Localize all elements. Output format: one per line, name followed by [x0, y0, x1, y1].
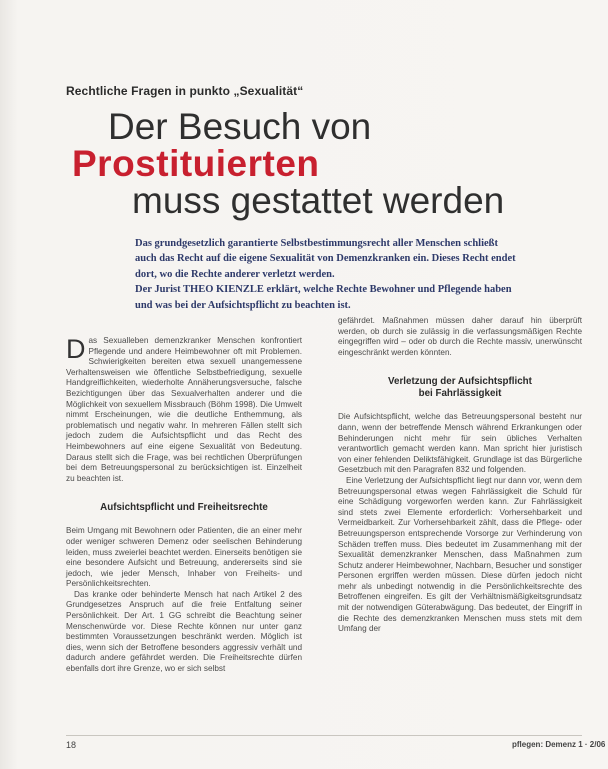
subhead-verletzung-line-2: bei Fahrlässigkeit — [418, 388, 502, 400]
right-paragraph-2: Die Aufsichtspflicht, welche das Betreuungspersonal besteht nur dann, wenn der betreffende Mensch während Erkrankungen oder Behinderungen nicht mehr für sein übliches Verhalten verantwortlich gemacht werden kann. Man spricht hier juristisch von einer fehlenden Deliktsfähigkeit. Grundlage ist das Bürgerliche Gesetzbuch mit den Paragrafen 832 und folgenden. — [338, 412, 582, 475]
footer-divider — [66, 735, 582, 736]
lead-text-1: Das grundgesetzlich garantierte Selbstbestimmungsrecht aller Menschen schließt auch das Recht auf die eigene Sexualität von Demenzkranken ein. Dieses Recht endet dort, wo die Rechte anderer verletzt werden. — [135, 238, 516, 280]
headline-line-3: muss gestattet werden — [132, 180, 505, 221]
left-column — [66, 336, 302, 675]
left-paragraph-1 — [66, 336, 302, 484]
lead-text-2: Der Jurist THEO KIENZLE erklärt, welche Rechte Bewohner und Pflegende haben und was bei der Aufsichtspflicht zu beachten ist. — [135, 284, 512, 311]
headline — [66, 108, 586, 219]
subhead-verletzung — [338, 376, 582, 400]
left-paragraph-3: Das kranke oder behinderte Mensch hat nach Artikel 2 des Grundgesetzes Anspruch auf die freie Entfaltung seiner Persönlichkeit. Der Art. 1 GG schreibt die Beachtung seiner Menschenwürde vor. Diese Rechte können nur unter ganz bestimmten Voraussetzungen beschränkt werden. Möglich ist dies, wenn sich der Betroffene besonders aggressiv verhält und dadurch andere gefährdet werden. Die Freiheitsrechte dürfen ebenfalls dort ihre Grenze, wo er sich selbst — [66, 589, 302, 674]
headline-line-2: Prostituierten — [72, 143, 320, 184]
headline-line-1: Der Besuch von — [108, 106, 372, 147]
page-number: 18 — [66, 740, 77, 750]
magazine-footer: pflegen: Demenz 1 · 2/06 — [512, 740, 606, 749]
left-paragraph-2: Beim Umgang mit Bewohnern oder Patienten, die an einer mehr oder weniger schweren Demenz oder seelischen Behinderung leiden, muss zweierlei beachtet werden. Einerseits benötigen sie eine besondere Aufsicht und Betreuung, andererseits sind sie jedoch, wie jeder Mensch, Inhaber von Freiheits- und Persönlichkeitsrechten. — [66, 526, 302, 589]
subhead-verletzung-line-1: Verletzung der Aufsichtspflicht — [388, 376, 532, 388]
lead-paragraph — [135, 236, 520, 313]
subhead-aufsichtspflicht: Aufsichtspflicht und Freiheitsrechte — [100, 502, 268, 514]
right-paragraph-3: Eine Verletzung der Aufsichtspflicht liegt nur dann vor, wenn dem Betreuungspersonal etwas wegen Fahrlässigkeit die Schuld für eine Schädigung vorgeworfen werden kann. Zur Fahrlässigkeit sind stets zwei Elemente erforderlich: Vorhersehbarkeit und Vermeidbarkeit. Zur Vorhersehbarkeit zählt, dass die Pflege- oder Betreuungsperson entsprechende Vorsorge zur Verhinderung von Schäden treffen muss. Dies bedeutet im Zusammenhang mit der Sexualität demenzkranker Menschen, dass Maßnahmen zum Schutz anderer Heimbewohner, Nachbarn, Besucher und sonstiger Personen ergriffen werden müssen. Diese dürfen jedoch nicht mehr als unbedingt notwendig in die Persönlichkeitsrechte des Betroffenen eingreifen. Es gilt der Verhältnismäßigkeitsgrundsatz mit der notwendigen Güterabwägung. Das bedeutet, der Eingriff in die Rechte des demenzkranken Menschen muss stets mit dem Umfang der — [338, 475, 582, 634]
right-paragraph-1: gefährdet. Maßnahmen müssen daher darauf hin überprüft werden, ob durch sie zulässig in die verfassungsmäßigen Rechte eingegriffen wird – oder ob durch die Rechte massiv, unerwünscht eingeschränkt werden könnten. — [338, 316, 582, 357]
right-column — [338, 316, 582, 635]
left-paragraph-1-text: as Sexualleben demenzkranker Menschen konfrontiert Pflegende und andere Heimbewohner oft mit Problemen. Schwierigkeiten bereiten etwa sexuell unangemessene Verhaltensweisen wie öffentliche Selbstbefriedigung, sexuelle Handgreiflichkeiten, wiederholte Annäherungsversuche, falsche Bezichtigungen über das Sexualverhalten anderer und die Möglichkeit von sexuellem Missbrauch (Böhm 1998). Die Umwelt nimmt Erscheinungen, wie die deutliche Enthemmung, als problematisch und negativ wahr. In mehreren Fällen stellt sich jedoch zudem die Aufsichtspflicht und das Recht des Heimbewohners auf eine eigene Sexualität von Bedeutung. Daraus stellt sich die Frage, was bei rechtlichen Überprüfungen bei dem Betreuungspersonal zu berücksichtigen ist. Einzelheit zu beachten ist. — [66, 336, 302, 483]
kicker: Rechtliche Fragen in punkto „Sexualität“ — [66, 84, 304, 98]
drop-cap: D — [66, 334, 86, 364]
